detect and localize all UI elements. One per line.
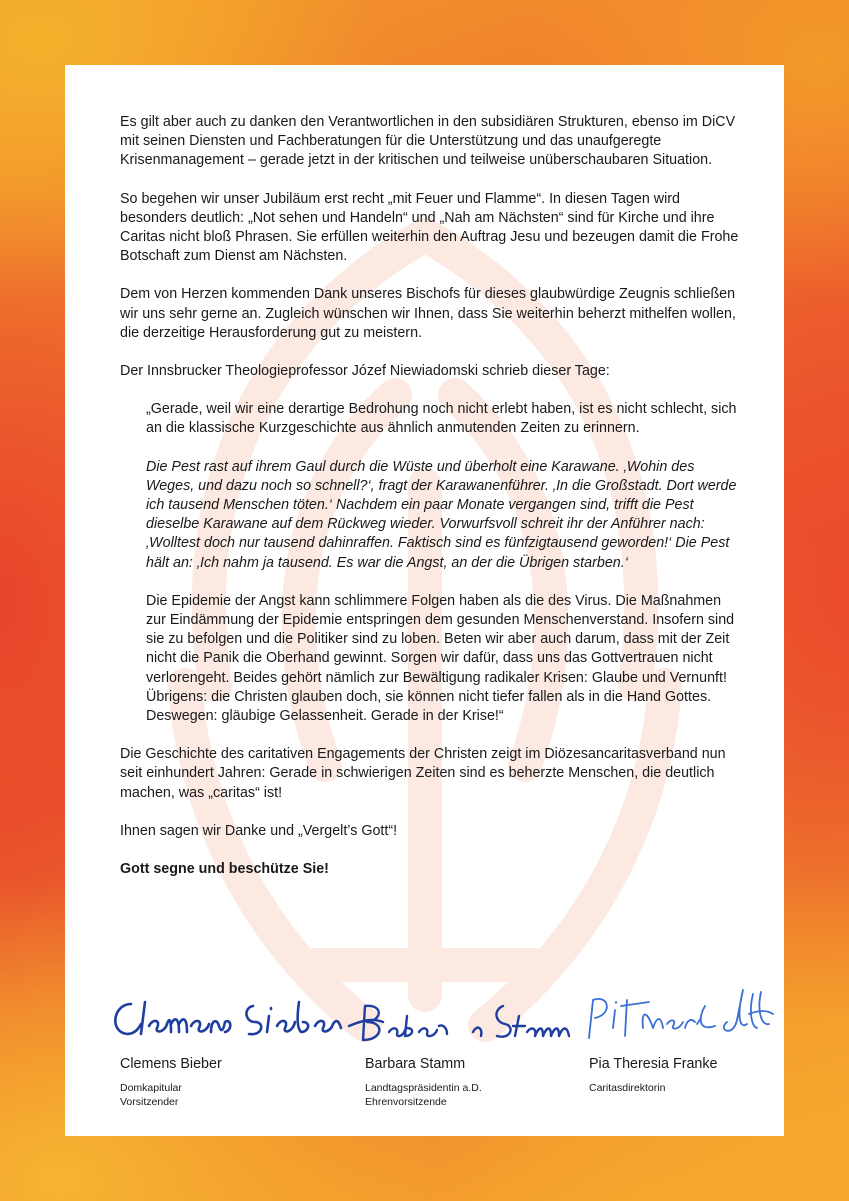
signatory-role-line: Vorsitzender (120, 1095, 179, 1108)
closing-blessing: Gott segne und beschütze Sie! (120, 861, 329, 878)
signatory-role-line: Ehrenvorsitzende (365, 1095, 447, 1108)
signatory-role-line: Caritasdirektorin (589, 1082, 666, 1094)
quote-story: Die Pest rast auf ihrem Gaul durch die Wüste und überholt eine Karawane. ‚Wohin des Weges, und dazu noch so schnell?‘, fragt der Karawanenführer. ‚In die Großstadt. Dort werde ich tausend Menschen töten.‘ Nachdem ein paar Monate vergangen sind, trifft die Pest dieselbe Karawane auf dem Rückweg wieder. Vorwurfsvoll schreit ihr der Anführer nach: ‚Wolltest doch nur tausend dahinraffen. Faktisch sind es fünfzigtausend geworden!‘ Die Pest hält an: ‚Ich nahm ja tausend. Es war die Angst, an der die Übrigen starben.‘ (146, 458, 737, 571)
signatory-role-line: Landtagspräsidentin a.D. (365, 1082, 482, 1094)
quote-intro: „Gerade, weil wir eine derartige Bedrohung noch nicht erlebt haben, ist es nicht schlecht, sich an die klassische Kurzgeschichte aus ähnlich anmutenden Zeiten zu erinnern. (146, 401, 737, 437)
signature-block (105, 980, 785, 1140)
paragraph-history: Die Geschichte des caritativen Engagements der Christen zeigt im Diözesancaritasverband nun seit einhundert Jahren: Gerade in schwierigen Zeiten sind es beherzte Menschen, die deutlich machen, was „caritas“ ist! (120, 746, 726, 801)
signature-pia-theresia-franke (567, 980, 777, 1052)
block-quote (146, 400, 740, 726)
paragraph-thanks: Es gilt aber auch zu danken den Verantwortlichen in den subsidiären Strukturen, ebenso im DiCV mit seinen Diensten und Fachberatungen für die Unterstützung und das unaufgeregte Krisenmanagement – gerade jetzt in der kritischen und teilweise unüberschaubaren Situation. (120, 114, 736, 169)
letter-body (120, 113, 740, 898)
signature-barbara-stamm (343, 996, 573, 1052)
paragraph-quote-intro: Der Innsbrucker Theologieprofessor Józef Niewiadomski schrieb dieser Tage: (120, 363, 610, 380)
signature-clemens-bieber (105, 992, 345, 1048)
letter-page (65, 65, 784, 1136)
signatory-role (365, 1082, 482, 1109)
quote-conclusion: Die Epidemie der Angst kann schlimmere Folgen haben als die des Virus. Die Maßnahmen zur Eindämmung der Epidemie entspringen dem gesunden Menschenverstand. Insofern sind sie zu befolgen und die Politiker sind zu loben. Beten wir aber auch darum, dass mit der Zeit nicht die Panik die Oberhand gewinnt. Sorgen wir dafür, dass uns das Gottvertrauen nicht verlorengeht. Beides gehört nämlich zur Bewältigung radikaler Krisen: Glaube und Vernunft! Übrigens: die Christen glauben doch, sie können nicht tiefer fallen als in die Hand Gottes. Deswegen: gläubige Gelassenheit. Gerade in der Krise!“ (146, 592, 735, 725)
signatory-role (589, 1082, 665, 1096)
signatory-name: Barbara Stamm (365, 1056, 466, 1072)
signatory-role (120, 1082, 182, 1109)
signatory-name: Clemens Bieber (120, 1056, 222, 1072)
paragraph-jubilee: So begehen wir unser Jubiläum erst recht „mit Feuer und Flamme“. In diesen Tagen wird besonders deutlich: „Not sehen und Handeln“ und „Nah am Nächsten“ sind für Kirche und ihre Caritas nicht bloß Phrasen. Sie erfüllen weiterhin den Auftrag Jesu und bezeugen damit die Frohe Botschaft zum Dienst am Nächsten. (120, 190, 739, 265)
paragraph-bishop-thanks: Dem von Herzen kommenden Dank unseres Bischofs für dieses glaubwürdige Zeugnis schließen wir uns sehr gerne an. Zugleich wünschen wir Ihnen, dass Sie weiterhin beherzt mithelfen wollen, die derzeitige Herausforderung gut zu meistern. (120, 286, 736, 341)
paragraph-gratitude: Ihnen sagen wir Danke und „Vergelt’s Gott“! (120, 822, 398, 839)
signatory-name: Pia Theresia Franke (589, 1056, 718, 1072)
signatory-role-line: Domkapitular (120, 1082, 182, 1094)
